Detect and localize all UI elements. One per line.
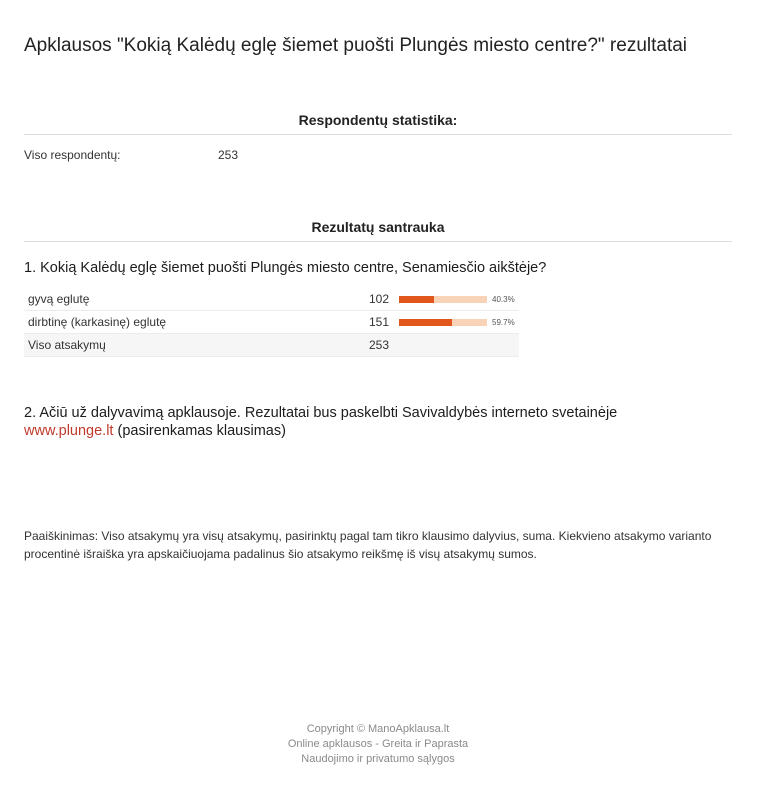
- answer-label: gyvą eglutę: [24, 288, 354, 311]
- table-row: [24, 311, 519, 334]
- percent-bar: [399, 296, 487, 303]
- results-summary-heading: Rezultatų santrauka: [311, 219, 445, 235]
- explanation-note: Paaiškinimas: Viso atsakymų yra visų atsakymų, pasirinktų pagal tam tikro klausimo dalyvius, suma. Kiekvieno atsakymo varianto procentinė išraiška yra apskaičiuojama padalinus šio atsakymo reikšmę iš visų atsakymų sumos.: [24, 529, 712, 561]
- answer-percent: 40.3%: [492, 295, 515, 305]
- table-row-total: [24, 334, 519, 357]
- answer-bar-cell: [399, 288, 519, 311]
- answer-count: 151: [354, 311, 399, 334]
- question-2-text: [24, 404, 732, 440]
- answer-percent: 59.7%: [492, 318, 515, 328]
- footer-terms-link[interactable]: Naudojimo ir privatumo sąlygos: [301, 753, 455, 765]
- respondent-stats-divider: [24, 134, 732, 135]
- footer: [24, 722, 732, 767]
- footer-copyright: Copyright © ManoApklausa.lt: [306, 723, 450, 735]
- percent-bar-fill: [399, 296, 434, 303]
- percent-bar-fill: [399, 319, 452, 326]
- question-2-text-before-link: 2. Ačiū už dalyvavimą apklausoje. Rezultatai bus paskelbti Savivaldybės interneto svetainėje: [24, 405, 618, 421]
- percent-bar: [399, 319, 487, 326]
- footer-tagline: Online apklausos - Greita ir Paprasta: [287, 738, 469, 750]
- answer-bar-cell: [399, 311, 519, 334]
- answer-count: 102: [354, 288, 399, 311]
- question-1-results-table: [24, 288, 519, 357]
- table-row: [24, 288, 519, 311]
- respondent-total-label: Viso respondentų:: [24, 148, 121, 162]
- total-answers-label: Viso atsakymų: [24, 334, 354, 357]
- total-answers-count: 253: [354, 334, 399, 357]
- question-2-text-after-link: (pasirenkamas klausimas): [113, 423, 286, 439]
- respondent-stats-heading: Respondentų statistika:: [298, 112, 458, 128]
- answer-label: dirbtinę (karkasinę) eglutę: [24, 311, 354, 334]
- question-1-text: 1. Kokią Kalėdų eglę šiemet puošti Plungės miesto centre, Senamiesčio aikštėje?: [24, 260, 547, 276]
- page-title: Apklausos "Kokią Kalėdų eglę šiemet puošti Plungės miesto centre?" rezultatai: [24, 35, 688, 56]
- plunge-website-link[interactable]: www.plunge.lt: [24, 423, 114, 439]
- respondent-total-value: 253: [218, 148, 239, 162]
- results-summary-divider: [24, 241, 732, 242]
